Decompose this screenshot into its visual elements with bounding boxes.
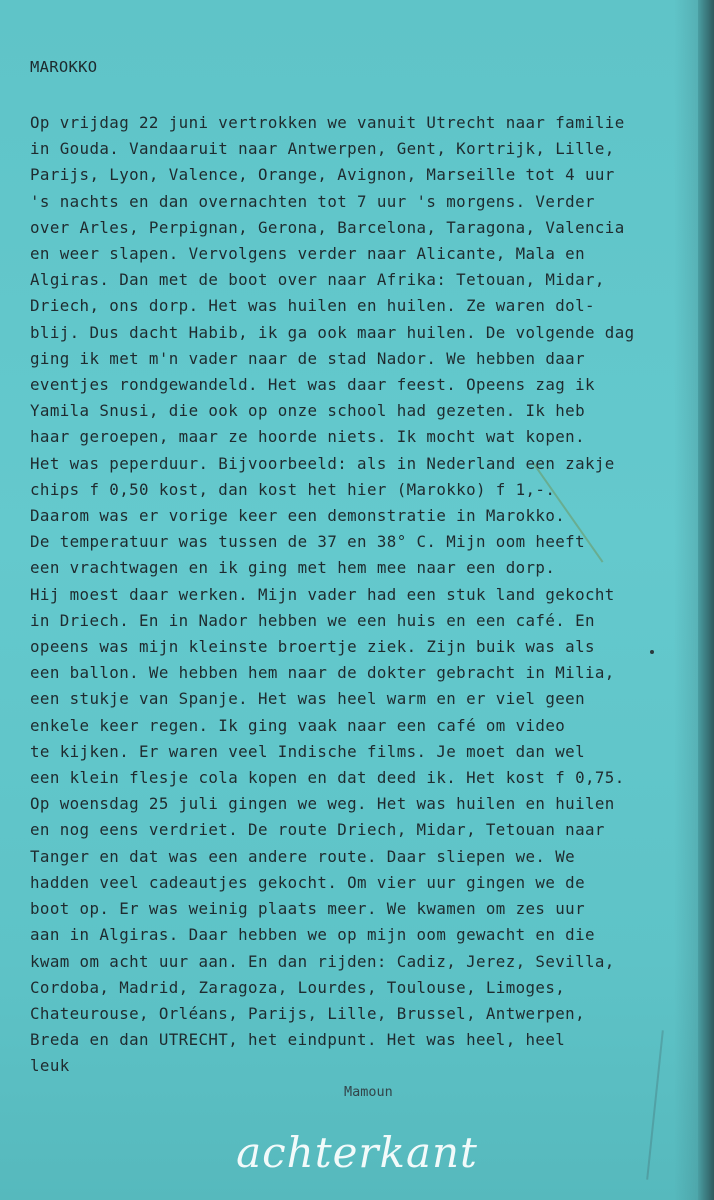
text-line: leuk: [30, 1056, 70, 1076]
text-line: blij. Dus dacht Habib, ik ga ook maar huilen. De volgende dag: [30, 322, 635, 342]
text-line: Cordoba, Madrid, Zaragoza, Lourdes, Toulouse, Limoges,: [30, 977, 566, 997]
text-line: Tanger en dat was een andere route. Daar sliepen we. We: [30, 846, 576, 866]
text-line: Yamila Snusi, die ook op onze school had gezeten. Ik heb: [30, 401, 585, 421]
text-line: chips f 0,50 kost, dan kost het hier (Marokko) f 1,-.: [30, 479, 556, 499]
text-line: en weer slapen. Vervolgens verder naar Alicante, Mala en: [30, 244, 585, 264]
text-line: een vrachtwagen en ik ging met hem mee naar een dorp.: [30, 558, 556, 578]
watermark-caption: achterkant: [236, 1128, 478, 1177]
text-line: in Gouda. Vandaaruit naar Antwerpen, Gent, Kortrijk, Lille,: [30, 139, 615, 159]
text-line: Parijs, Lyon, Valence, Orange, Avignon, Marseille tot 4 uur: [30, 165, 615, 185]
text-line: 's nachts en dan overnachten tot 7 uur 's morgens. Verder: [30, 191, 595, 211]
text-line: eventjes rondgewandeld. Het was daar feest. Opeens zag ik: [30, 375, 595, 395]
text-line: kwam om acht uur aan. En dan rijden: Cadiz, Jerez, Sevilla,: [30, 951, 615, 971]
text-line: Het was peperduur. Bijvoorbeeld: als in Nederland een zakje: [30, 453, 615, 473]
text-line: een ballon. We hebben hem naar de dokter gebracht in Milia,: [30, 663, 615, 683]
text-line: over Arles, Perpignan, Gerona, Barcelona, Taragona, Valencia: [30, 217, 625, 237]
text-line: Daarom was er vorige keer een demonstratie in Marokko.: [30, 506, 566, 526]
text-line: enkele keer regen. Ik ging vaak naar een café om video: [30, 715, 566, 735]
text-line: ging ik met m'n vader naar de stad Nador. We hebben daar: [30, 348, 585, 368]
text-line: Breda en dan UTRECHT, het eindpunt. Het was heel, heel: [30, 1030, 566, 1050]
document-title: MAROKKO: [30, 58, 98, 76]
text-line: Op woensdag 25 juli gingen we weg. Het was huilen en huilen: [30, 794, 615, 814]
text-line: haar geroepen, maar ze hoorde niets. Ik mocht wat kopen.: [30, 427, 585, 447]
document-body: [30, 110, 680, 1080]
text-line: in Driech. En in Nador hebben we een huis en een café. En: [30, 610, 595, 630]
text-line: te kijken. Er waren veel Indische films. Je moet dan wel: [30, 741, 585, 761]
text-line: De temperatuur was tussen de 37 en 38° C. Mijn oom heeft: [30, 532, 585, 552]
text-line: opeens was mijn kleinste broertje ziek. Zijn buik was als: [30, 637, 595, 657]
text-line: Algiras. Dan met de boot over naar Afrika: Tetouan, Midar,: [30, 270, 605, 290]
text-line: aan in Algiras. Daar hebben we op mijn oom gewacht en die: [30, 925, 595, 945]
text-line: een klein flesje cola kopen en dat deed ik. Het kost f 0,75.: [30, 768, 625, 788]
text-line: een stukje van Spanje. Het was heel warm en er viel geen: [30, 689, 585, 709]
text-line: Hij moest daar werken. Mijn vader had een stuk land gekocht: [30, 584, 615, 604]
text-line: Chateurouse, Orléans, Parijs, Lille, Brussel, Antwerpen,: [30, 1003, 585, 1023]
text-line: en nog eens verdriet. De route Driech, Midar, Tetouan naar: [30, 820, 605, 840]
page-edge-shadow: [698, 0, 714, 1200]
text-line: Driech, ons dorp. Het was huilen en huilen. Ze waren dol-: [30, 296, 595, 316]
text-line: Op vrijdag 22 juni vertrokken we vanuit Utrecht naar familie: [30, 113, 625, 132]
text-line: hadden veel cadeautjes gekocht. Om vier uur gingen we de: [30, 872, 585, 892]
author-signature: Mamoun: [344, 1084, 393, 1100]
text-line: boot op. Er was weinig plaats meer. We kwamen om zes uur: [30, 899, 585, 919]
